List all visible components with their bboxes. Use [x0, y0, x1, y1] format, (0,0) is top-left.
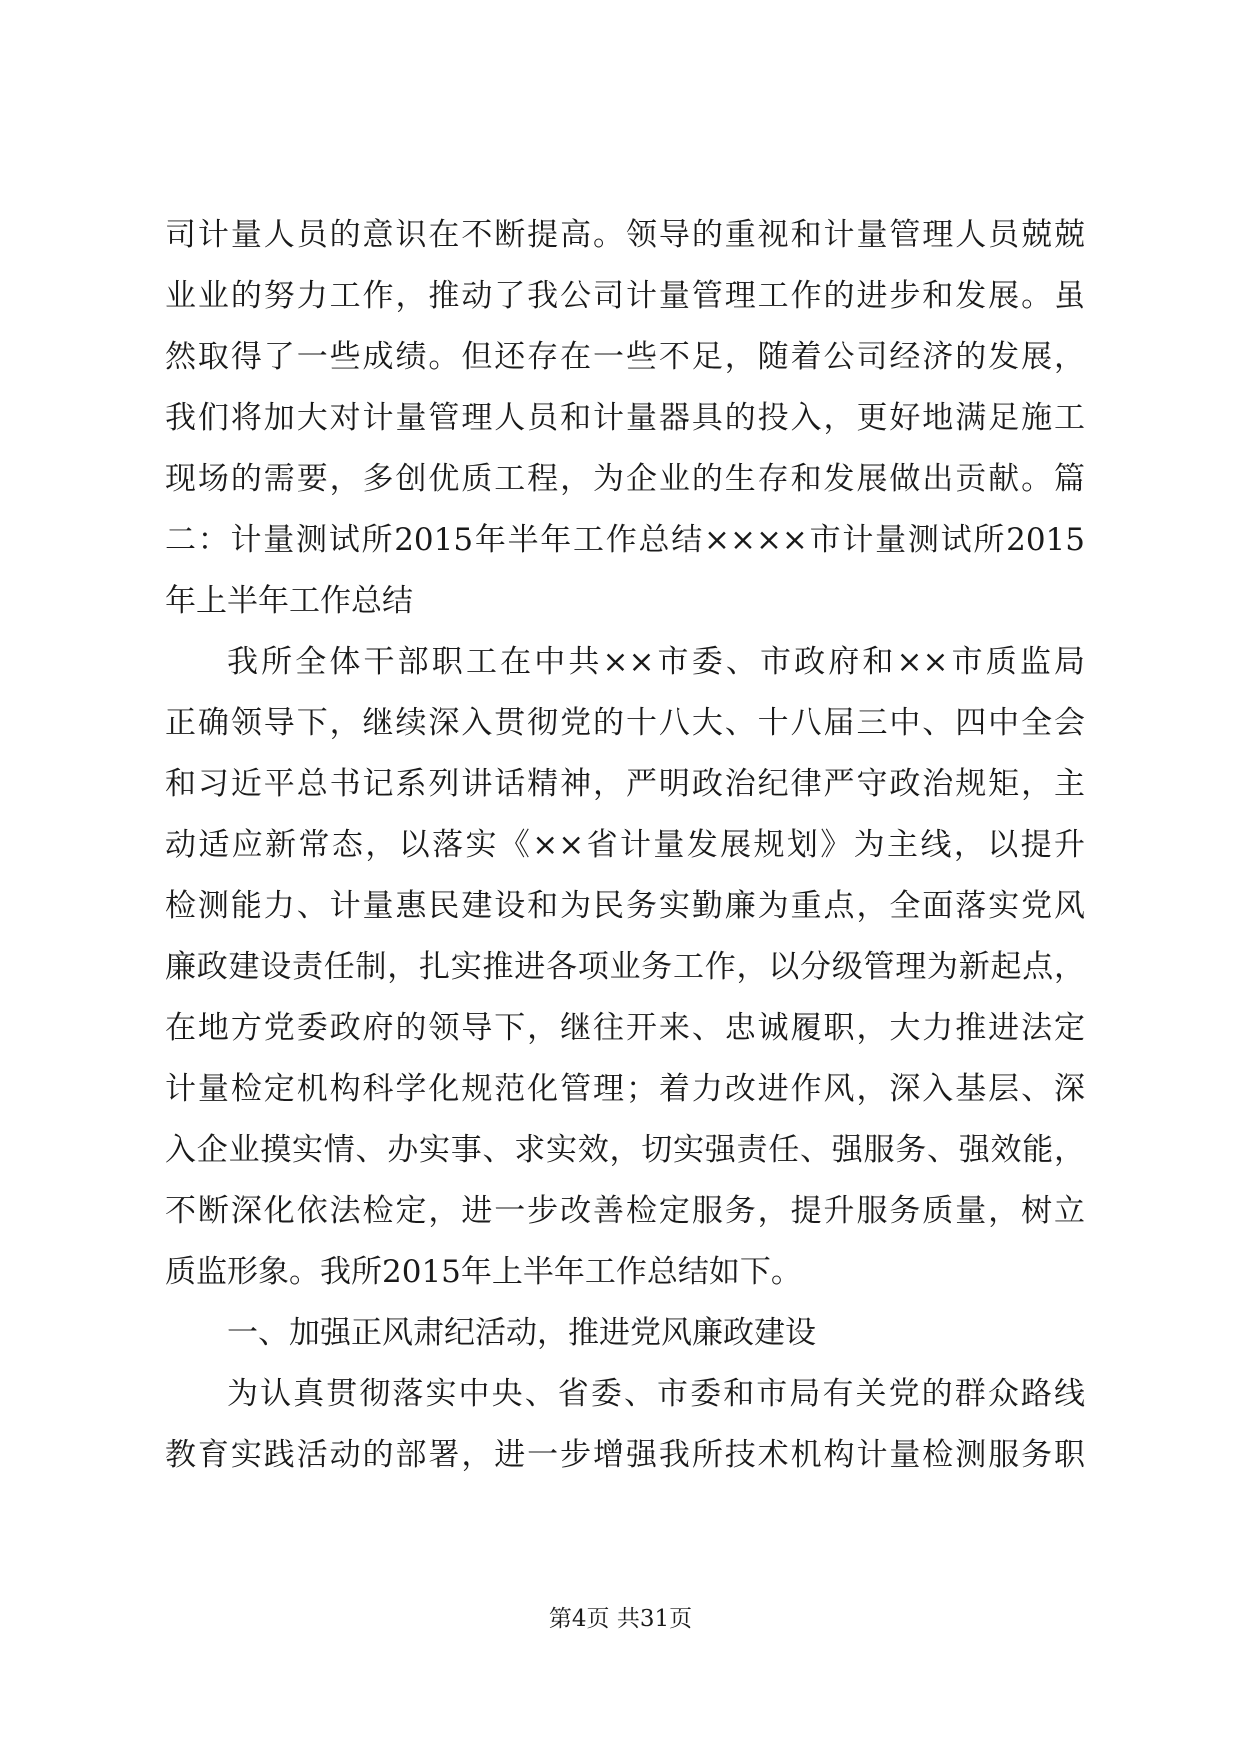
body-line-9: 正确领导下，继续深入贯彻党的十八大、十八届三中、四中全会	[165, 705, 1085, 741]
body-line-21: 教育实践活动的部署，进一步增强我所技术机构计量检测服务职	[165, 1437, 1085, 1473]
body-line-20: 为认真贯彻落实中央、省委、市委和市局有关党的群众路线	[227, 1376, 1085, 1412]
body-line-17: 不断深化依法检定，进一步改善检定服务，提升服务质量，树立	[165, 1193, 1085, 1229]
body-line-14: 在地方党委政府的领导下，继往开来、忠诚履职，大力推进法定	[165, 1010, 1085, 1046]
body-line-6: 二：计量测试所2015年半年工作总结××××市计量测试所2015	[165, 522, 1085, 558]
body-line-16: 入企业摸实情、办实事、求实效，切实强责任、强服务、强效能，	[165, 1132, 1085, 1168]
body-line-11: 动适应新常态，以落实《××省计量发展规划》为主线，以提升	[165, 827, 1085, 863]
section-heading: 一、加强正风肃纪活动，推进党风廉政建设	[227, 1315, 816, 1351]
body-line-2: 业业的努力工作，推动了我公司计量管理工作的进步和发展。虽	[165, 278, 1085, 314]
body-line-10: 和习近平总书记系列讲话精神，严明政治纪律严守政治规矩，主	[165, 766, 1085, 802]
body-line-7: 年上半年工作总结	[165, 583, 413, 619]
body-line-1: 司计量人员的意识在不断提高。领导的重视和计量管理人员兢兢	[165, 217, 1085, 253]
body-line-15: 计量检定机构科学化规范化管理；着力改进作风，深入基层、深	[165, 1071, 1085, 1107]
page-number-footer: 第4页 共31页	[548, 1606, 693, 1632]
body-line-4: 我们将加大对计量管理人员和计量器具的投入，更好地满足施工	[165, 400, 1085, 436]
body-line-3: 然取得了一些成绩。但还存在一些不足，随着公司经济的发展，	[165, 339, 1085, 375]
document-body	[165, 205, 1085, 1486]
body-line-13: 廉政建设责任制，扎实推进各项业务工作，以分级管理为新起点，	[165, 949, 1085, 985]
body-line-8: 我所全体干部职工在中共××市委、市政府和××市质监局	[227, 644, 1085, 680]
body-line-12: 检测能力、计量惠民建设和为民务实勤廉为重点，全面落实党风	[165, 888, 1085, 924]
body-line-18: 质监形象。我所2015年上半年工作总结如下。	[165, 1254, 802, 1290]
body-line-5: 现场的需要，多创优质工程，为企业的生存和发展做出贡献。篇	[165, 461, 1085, 497]
